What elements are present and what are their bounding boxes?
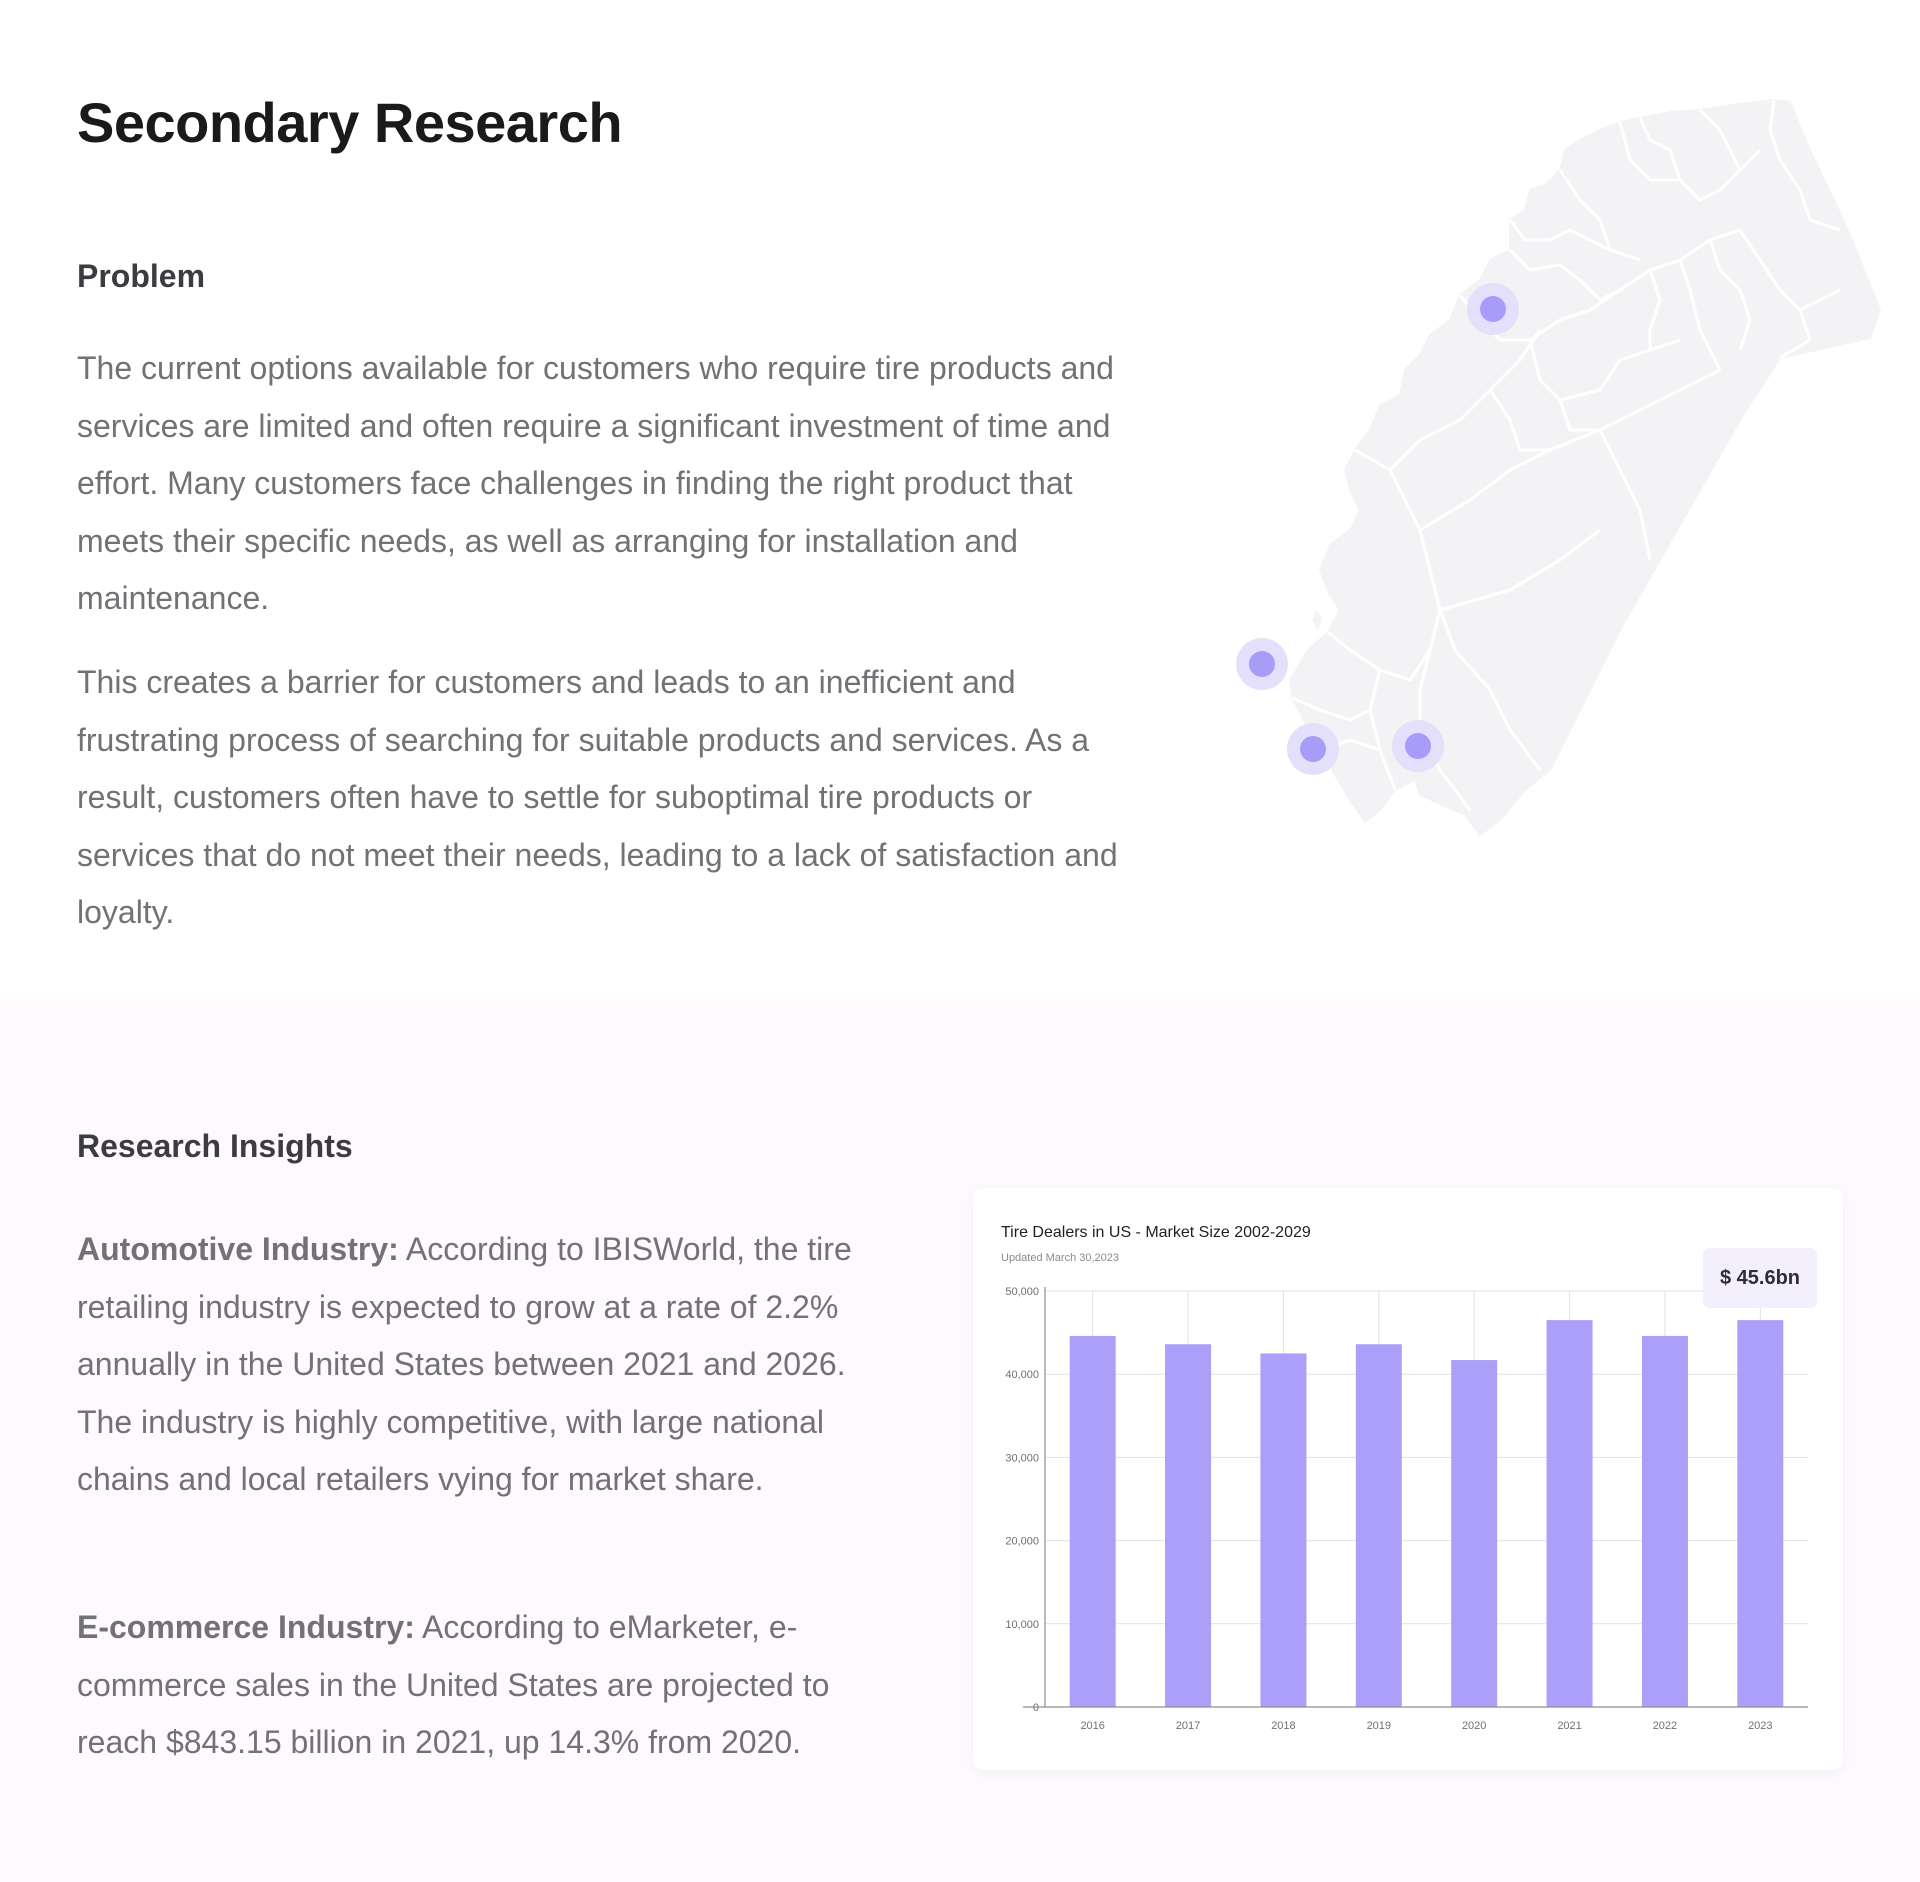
x-tick-label: 2020 xyxy=(1461,1720,1487,1732)
problem-paragraph-2: This creates a barrier for customers and leads to an inefficient and frustrating process of searching for suitable products and services. As a result, customers often have to settle for suboptimal tire products or services that do not meet their needs, leading to a lack of satisfaction and loyalty. xyxy=(77,664,1118,930)
x-tick-label: 2017 xyxy=(1175,1720,1201,1732)
region-map-illustration xyxy=(1180,90,1900,970)
chart-bar xyxy=(1451,1360,1497,1707)
chart-bar xyxy=(1356,1344,1402,1707)
y-tick-label: 40,000 xyxy=(1005,1369,1039,1382)
y-tick-label: 20,000 xyxy=(1005,1535,1039,1548)
problem-heading: Problem xyxy=(77,258,206,294)
chart-bar xyxy=(1737,1320,1783,1707)
x-tick-label: 2023 xyxy=(1748,1720,1773,1732)
chart-bar xyxy=(1260,1353,1306,1707)
x-tick-label: 2019 xyxy=(1366,1720,1392,1732)
x-tick-label: 2018 xyxy=(1271,1720,1296,1732)
insight-text: According to eMarketer, e-commerce sales in the United States are projected to reach $843.15 billion in 2021, up 14.3% from 2020. xyxy=(77,1609,830,1760)
insight-label: E-commerce Industry: xyxy=(77,1609,415,1645)
x-tick-label: 2022 xyxy=(1652,1720,1678,1732)
insight-ecommerce xyxy=(77,1599,917,1772)
market-size-chart-card xyxy=(973,1188,1843,1770)
page-title: Secondary Research xyxy=(77,91,623,154)
y-tick-label: 10,000 xyxy=(1005,1618,1039,1631)
insights-heading: Research Insights xyxy=(77,1128,353,1164)
insight-text: According to IBISWorld, the tire retailing industry is expected to grow at a rate of 2.2% annually in the United States between 2021 and 2026. The industry is highly competitive, with large national chains and local retailers vying for market share. xyxy=(77,1231,852,1497)
map-islet xyxy=(1312,610,1322,630)
x-tick-label: 2016 xyxy=(1080,1720,1105,1732)
map-marker xyxy=(1287,723,1339,775)
y-tick-label: 30,000 xyxy=(1005,1452,1039,1465)
insight-label: Automotive Industry: xyxy=(77,1231,399,1267)
map-marker xyxy=(1392,720,1444,772)
y-tick-label: 50,000 xyxy=(1005,1286,1039,1298)
y-tick-label: 0 xyxy=(1032,1702,1039,1714)
problem-paragraph-1: The current options available for customers who require tire products and services are limited and often require a significant investment of time and effort. Many customers face challenges in finding the right product that meets their specific needs, as well as arranging for installation and maintenance. xyxy=(77,350,1114,616)
x-tick-label: 2021 xyxy=(1557,1720,1582,1732)
chart-title: Tire Dealers in US - Market Size 2002-2029 xyxy=(1001,1224,1311,1241)
chart-subtitle: Updated March 30,2023 xyxy=(1001,1252,1120,1264)
chart-bar xyxy=(1547,1320,1593,1707)
chart-bar xyxy=(1070,1336,1116,1707)
chart-bar xyxy=(1165,1344,1211,1707)
insight-automotive xyxy=(77,1221,897,1509)
chart-bar xyxy=(1642,1336,1688,1707)
region-map xyxy=(1180,90,1900,970)
map-marker xyxy=(1236,638,1288,690)
map-landmass xyxy=(1290,100,1880,835)
map-marker xyxy=(1467,283,1519,335)
market-size-badge: $ 45.6bn xyxy=(1703,1248,1817,1308)
